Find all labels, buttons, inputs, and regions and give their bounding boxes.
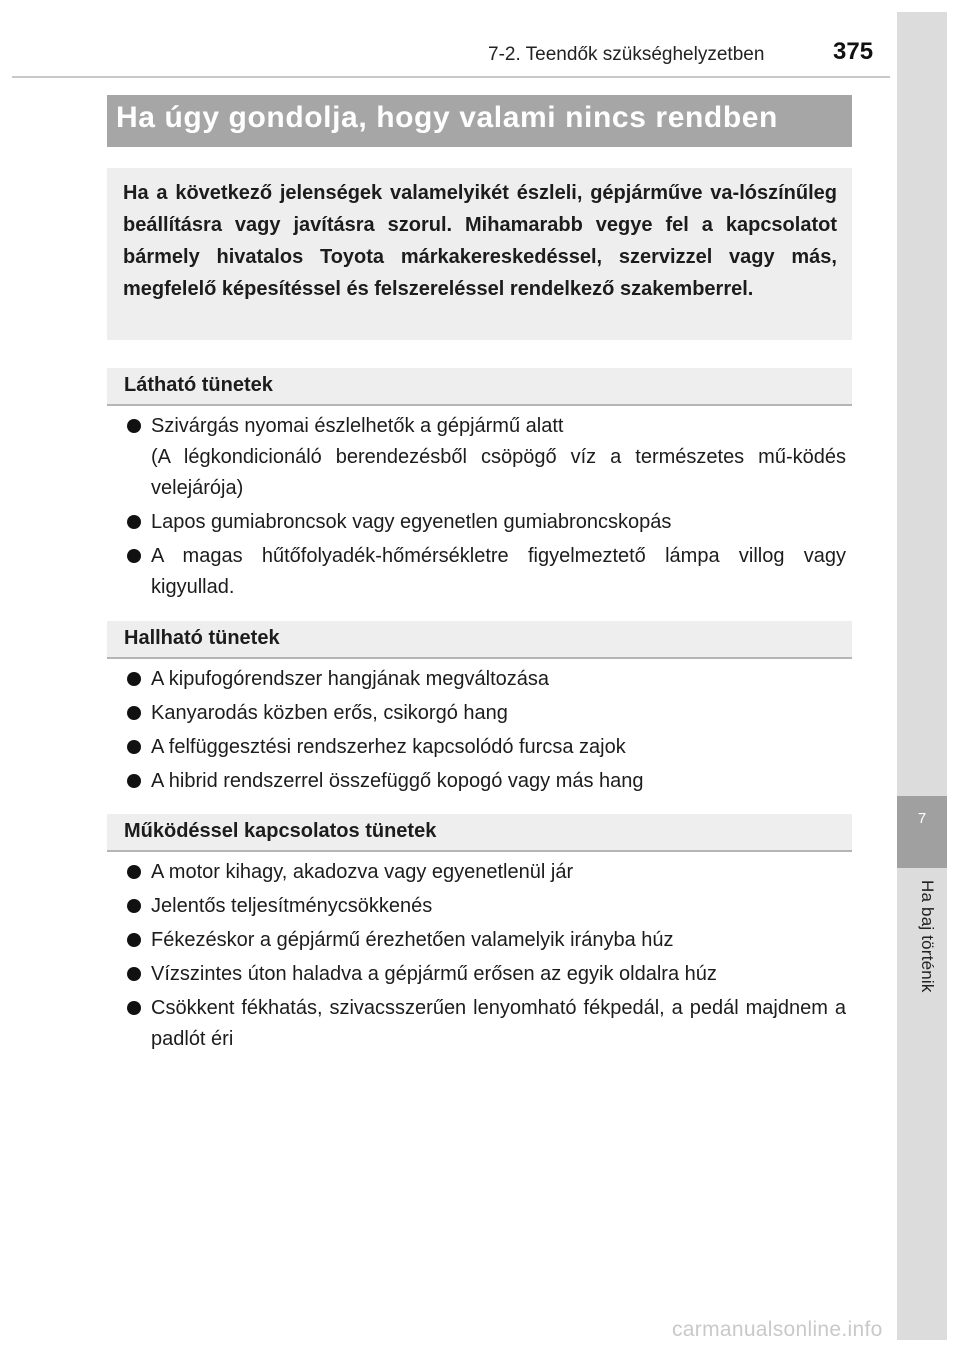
section-heading-text: Hallható tünetek bbox=[124, 627, 280, 649]
section-heading-operational bbox=[107, 814, 852, 852]
page-number: 375 bbox=[833, 38, 874, 65]
list-item-note: (A légkondicionáló berendezésből csöpögő víz a természetes mű-ködés velejárója) bbox=[151, 446, 846, 499]
intro-text: Ha a következő jelenségek valamelyikét észleli, gépjárműve va-lószínűleg beállításra vagy javításra szorul. Mihamarabb vegye fel a kapcsolatot bármely hivatalos Toyota márkakereskedéssel, szervizzel vagy más, megfelelő képesítéssel és felszereléssel rendelkező szakemberrel. bbox=[123, 182, 837, 300]
bullet-dot-icon bbox=[127, 549, 141, 563]
section-heading-text: Látható tünetek bbox=[124, 374, 273, 396]
list-item-text: Csökkent fékhatás, szivacsszerűen lenyomható fékpedál, a pedál majdnem a padlót éri bbox=[151, 997, 846, 1050]
list-item bbox=[126, 698, 846, 729]
page-title: Ha úgy gondolja, hogy valami nincs rendben bbox=[116, 101, 778, 134]
audible-symptoms-list bbox=[126, 664, 846, 800]
bullet-dot-icon bbox=[127, 1001, 141, 1015]
list-item-text: Szivárgás nyomai észlelhetők a gépjármű alatt bbox=[151, 415, 564, 437]
list-item-text: Lapos gumiabroncsok vagy egyenetlen gumiabroncskopás bbox=[151, 511, 672, 533]
intro-box bbox=[107, 168, 852, 340]
list-item bbox=[126, 732, 846, 763]
list-item bbox=[126, 857, 846, 888]
list-item bbox=[126, 925, 846, 956]
section-heading-text: Működéssel kapcsolatos tünetek bbox=[124, 820, 437, 842]
section-heading-audible bbox=[107, 621, 852, 659]
bullet-dot-icon bbox=[127, 706, 141, 720]
list-item bbox=[126, 993, 846, 1055]
bullet-dot-icon bbox=[127, 899, 141, 913]
bullet-dot-icon bbox=[127, 740, 141, 754]
list-item-text: Kanyarodás közben erős, csikorgó hang bbox=[151, 702, 508, 724]
list-item-text: A motor kihagy, akadozva vagy egyenetlenül jár bbox=[151, 861, 574, 883]
page-header bbox=[0, 0, 960, 80]
list-item bbox=[126, 507, 846, 538]
header-rule bbox=[12, 76, 890, 78]
list-item-text: A kipufogórendszer hangjának megváltozása bbox=[151, 668, 550, 690]
bullet-dot-icon bbox=[127, 933, 141, 947]
list-item bbox=[126, 664, 846, 695]
list-item bbox=[126, 959, 846, 990]
list-item-text: A magas hűtőfolyadék-hőmérsékletre figyelmeztető lámpa villog vagy kigyullad. bbox=[151, 545, 846, 598]
chapter-label: Ha baj történik bbox=[918, 880, 937, 993]
list-item bbox=[126, 411, 846, 504]
bullet-dot-icon bbox=[127, 419, 141, 433]
bullet-dot-icon bbox=[127, 967, 141, 981]
bullet-dot-icon bbox=[127, 672, 141, 686]
list-item-text: A felfüggesztési rendszerhez kapcsolódó furcsa zajok bbox=[151, 736, 626, 758]
watermark-text: carmanualsonline.info bbox=[672, 1318, 883, 1341]
page-title-bar bbox=[107, 95, 852, 147]
list-item bbox=[126, 891, 846, 922]
chapter-side-tab bbox=[897, 12, 947, 1340]
operational-symptoms-list bbox=[126, 857, 846, 1058]
list-item bbox=[126, 541, 846, 603]
section-heading-visible bbox=[107, 368, 852, 406]
bullet-dot-icon bbox=[127, 865, 141, 879]
chapter-number: 7 bbox=[897, 796, 947, 868]
list-item-text: Fékezéskor a gépjármű érezhetően valamelyik irányba húz bbox=[151, 929, 674, 951]
list-item-text: Jelentős teljesítménycsökkenés bbox=[151, 895, 433, 917]
section-reference: 7-2. Teendők szükséghelyzetben bbox=[488, 44, 765, 65]
bullet-dot-icon bbox=[127, 515, 141, 529]
visible-symptoms-list bbox=[126, 411, 846, 606]
bullet-dot-icon bbox=[127, 774, 141, 788]
list-item bbox=[126, 766, 846, 797]
list-item-text: A hibrid rendszerrel összefüggő kopogó vagy más hang bbox=[151, 770, 644, 792]
list-item-text: Vízszintes úton haladva a gépjármű erősen az egyik oldalra húz bbox=[151, 963, 717, 985]
